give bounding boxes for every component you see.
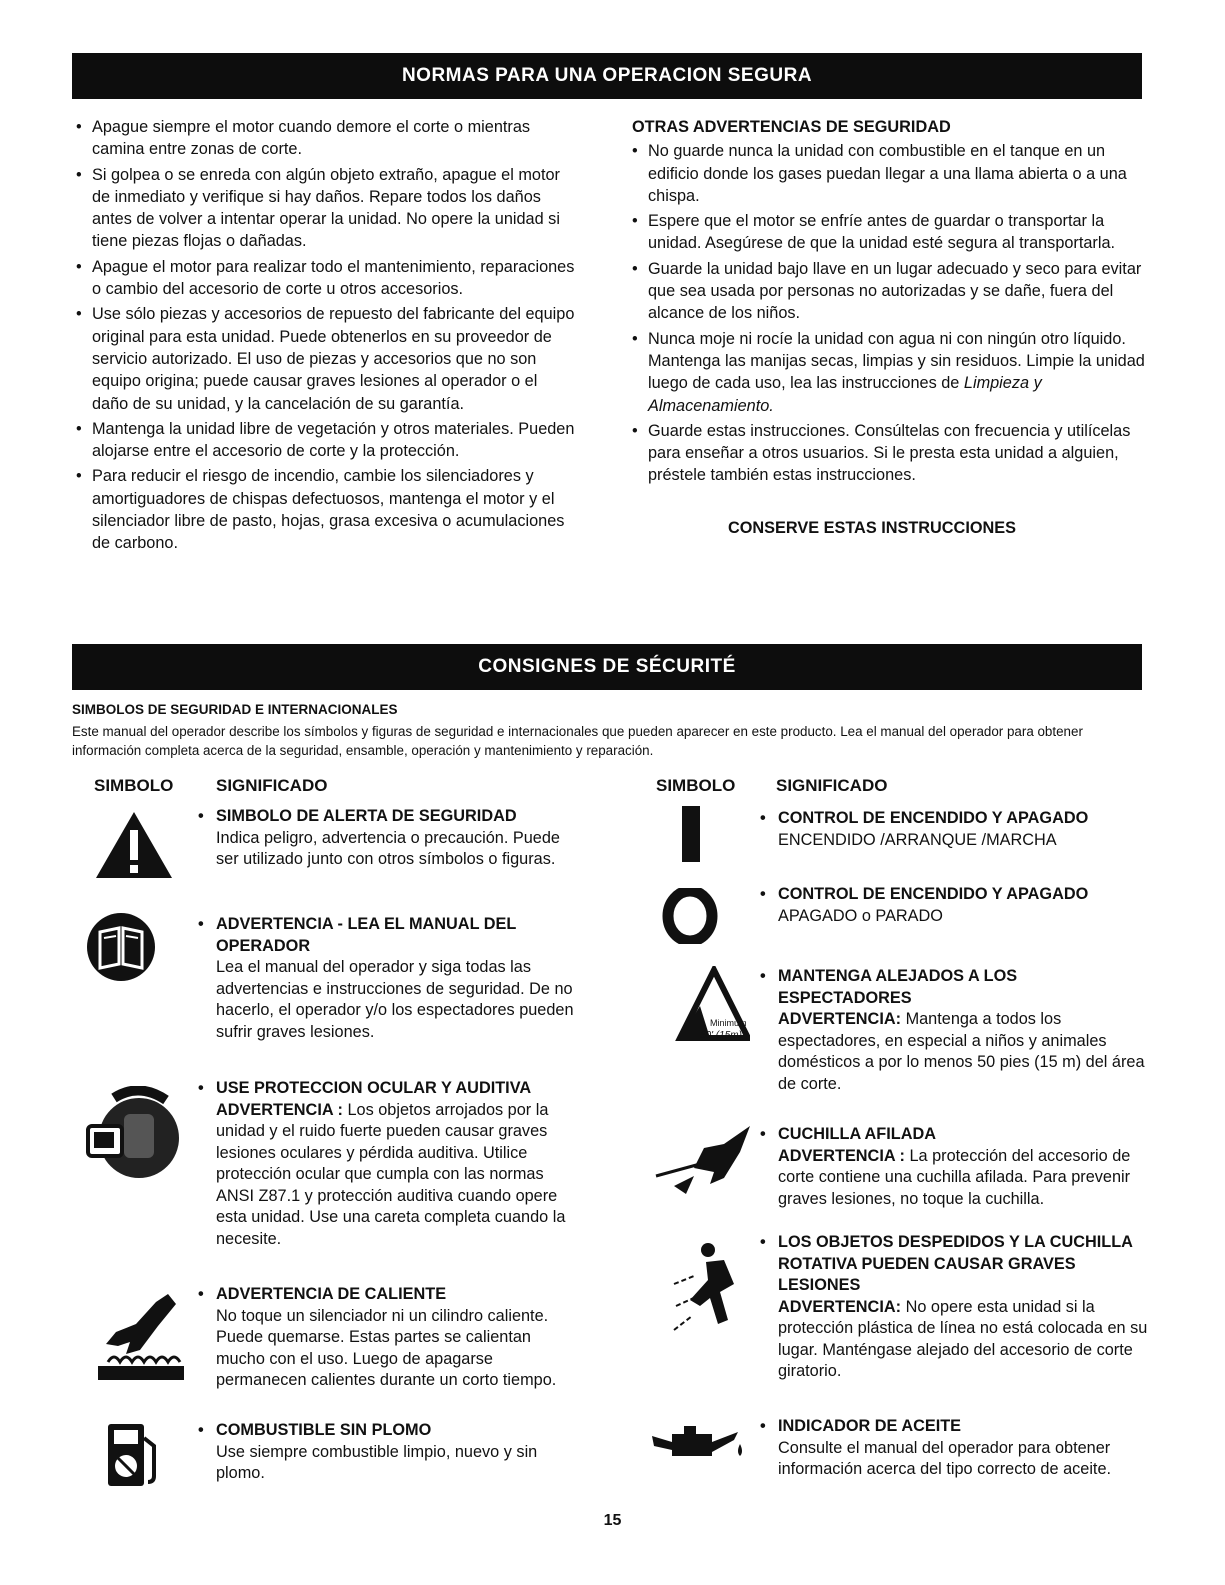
symbol-description (760, 1232, 1150, 1383)
symbol-title: • USE PROTECCION OCULAR Y AUDITIVA (198, 1078, 578, 1100)
list-item-text: Nunca moje ni rocíe la unidad con agua ni con ningún otro líquido. Mantenga las manijas secas, limpias y sin residuos. Limpie la unidad luego de cada uso, lea las instrucciones de (648, 329, 1145, 393)
eye-ear-protection-icon (84, 1086, 180, 1186)
symbol-body (760, 1146, 1150, 1211)
power-on-icon (680, 806, 704, 862)
safety-rules-list (76, 116, 576, 555)
column-header-significado-left: SIGNIFICADO (216, 776, 328, 795)
page-number: 15 (603, 1512, 622, 1529)
oil-indicator-icon (650, 1420, 746, 1464)
thrown-objects-icon (670, 1240, 750, 1350)
warning-label: ADVERTENCIA : (778, 1146, 905, 1165)
symbol-description (760, 1416, 1150, 1481)
warning-label: ADVERTENCIA: (778, 1297, 902, 1316)
symbol-title: • ADVERTENCIA DE CALIENTE (198, 1284, 578, 1306)
symbol-title: • LOS OBJETOS DESPEDIDOS Y LA CUCHILLA ROTATIVA PUEDEN CAUSAR GRAVES LESIONES (760, 1232, 1150, 1297)
symbol-body: Lea el manual del operador y siga todas las advertencias e instrucciones de seguridad. De no hacerlo, el operador y/o los espectadores pueden sufrir graves lesiones. (216, 958, 574, 1041)
other-warnings-heading: OTRAS ADVERTENCIAS DE SEGURIDAD (632, 118, 951, 136)
symbol-title: • COMBUSTIBLE SIN PLOMO (198, 1420, 578, 1442)
other-warnings-column (632, 116, 1152, 539)
section-banner-normas: NORMAS PARA UNA OPERACION SEGURA (72, 53, 1142, 99)
list-item: • Mantenga la unidad libre de vegetación y otros materiales. Pueden alojarse entre el accesorio de corte y la protección. (76, 418, 576, 463)
symbol-description (760, 884, 1150, 927)
power-off-icon (660, 888, 720, 944)
symbol-description (198, 1284, 578, 1392)
symbol-description (198, 806, 578, 871)
alert-triangle-icon (94, 810, 174, 880)
distance-value: 50' (15m) (700, 1030, 742, 1041)
list-item: • Guarde la unidad bajo llave en un lugar adecuado y seco para evitar que sea usada por personas no autorizadas y se dañe, fuera del alcance de los niños. (632, 258, 1152, 325)
symbol-body: No toque un silenciador ni un cilindro caliente. Puede quemarse. Estas partes se calientan mucho con el uso. Luego de apagarse permanecen calientes durante un corto tiempo. (216, 1306, 557, 1389)
symbol-title: • CONTROL DE ENCENDIDO Y APAGADO (760, 808, 1150, 830)
symbol-description (760, 966, 1150, 1095)
list-item: • No guarde nunca la unidad con combustible en el tanque en un edificio donde los gases puedan llegar a una llama abierta o a una chispa. (632, 140, 1152, 207)
symbol-body (198, 1100, 578, 1251)
warning-text: La protección del accesorio de corte contiene una cuchilla afilada. Para prevenir graves lesiones, no toque la cuchilla. (778, 1146, 1131, 1208)
section-banner-consignes: CONSIGNES DE SÉCURITÉ (72, 644, 1142, 690)
cleaning-storage-reference: Limpieza y Almacenamiento. (648, 374, 1042, 415)
column-header-simbolo-right: SIMBOLO (656, 776, 736, 795)
symbol-description (760, 808, 1150, 851)
warning-text: No opere esta unidad si la protección plástica de línea no está colocada en su lugar. Manténgase alejado del accesorio de corte giratorio. (778, 1297, 1148, 1380)
symbol-title: • SIMBOLO DE ALERTA DE SEGURIDAD (198, 806, 578, 828)
symbol-description (760, 1124, 1150, 1210)
warning-text: Los objetos arrojados por la unidad y el ruido fuerte pueden causar graves lesiones oculares y pérdida auditiva. Utilice protección ocular que cumpla con las normas ANSI Z87.1 y protección auditiva cuando opere esta unidad. Use una careta completa cuando la necesite. (216, 1100, 566, 1248)
symbol-body: Use siempre combustible limpio, nuevo y sin plomo. (216, 1442, 538, 1482)
warning-label: ADVERTENCIA: (778, 1010, 902, 1028)
symbol-body: Indica peligro, advertencia o precaución. Puede ser utilizado junto con otros símbolos o figuras. (216, 828, 560, 868)
intl-symbols-heading: SIMBOLOS DE SEGURIDAD E INTERNACIONALES (72, 702, 398, 717)
list-item: • Apague siempre el motor cuando demore el corte o mientras camina entre zonas de corte. (76, 116, 576, 161)
unleaded-fuel-icon (104, 1420, 164, 1490)
column-header-significado-right: SIGNIFICADO (776, 776, 888, 795)
column-header-simbolo-left: SIMBOLO (94, 776, 174, 795)
list-item: • Use sólo piezas y accesorios de repuesto del fabricante del equipo original para esta unidad. Puede obtenerlos en su proveedor de servicio autorizado. El uso de piezas y accesorios que no son equipo origina; puede causar graves lesiones al operador o el daño de su unidad, y la cancelación de su garantía. (76, 303, 576, 414)
symbol-body (760, 1297, 1150, 1383)
list-item: • Para reducir el riesgo de incendio, cambie los silenciadores y amortiguadores de chispas defectuosos, mantenga el motor y el silenciador libre de pasto, hojas, grasa excesiva o acumulaciones de carbono. (76, 465, 576, 554)
symbol-body: ENCENDIDO /ARRANQUE /MARCHA (778, 830, 1057, 849)
symbol-body: APAGADO o PARADO (778, 906, 943, 925)
hot-surface-icon (96, 1292, 186, 1384)
intl-symbols-intro: Este manual del operador describe los símbolos y figuras de seguridad e internacionales que pueden aparecer en este producto. Lea el manual del operador para obtener información completa acerca de la seguridad, ensamble, operación y mantenimiento y reparación. (72, 724, 1083, 758)
symbol-body (760, 1009, 1150, 1095)
warning-label: ADVERTENCIA : (216, 1100, 343, 1119)
symbol-title: • MANTENGA ALEJADOS A LOS ESPECTADORES (760, 966, 1150, 1009)
list-item: • Guarde estas instrucciones. Consúltelas con frecuencia y utilícelas para enseñar a otros usuarios. Si le presta esta unidad a alguien, préstele también estas instrucciones. (632, 420, 1152, 487)
list-item: • Espere que el motor se enfríe antes de guardar o transportar la unidad. Asegúrese de que la unidad esté segura al transportarla. (632, 210, 1152, 255)
distance-label: Minimum (710, 1018, 747, 1028)
list-item: • Si golpea o se enreda con algún objeto extraño, apague el motor de inmediato y verifique si hay daños. Repare todos los daños antes de volver a intentar operar la unidad. No opere la unidad si tiene piezas flojas o dañadas. (76, 164, 576, 253)
list-item (632, 328, 1152, 417)
warning-text: Mantenga a todos los espectadores, en especial a niños y animales domésticos a por lo menos 50 pies (15 m) del área de corte. (778, 1010, 1145, 1093)
read-manual-icon (86, 912, 156, 982)
symbol-description (198, 1078, 578, 1250)
symbol-description (198, 914, 578, 1043)
symbol-body: Consulte el manual del operador para obtener información acerca del tipo correcto de aceite. (778, 1438, 1112, 1478)
symbol-description (198, 1420, 578, 1485)
list-item: • Apague el motor para realizar todo el mantenimiento, reparaciones o cambio del accesorio de corte u otros accesorios. (76, 256, 576, 301)
keep-bystanders-away-icon (670, 966, 750, 1050)
safety-rules-left-column (76, 116, 576, 558)
symbol-title: • INDICADOR DE ACEITE (760, 1416, 1150, 1438)
keep-instructions-notice: CONSERVE ESTAS INSTRUCCIONES (728, 518, 1016, 537)
sharp-blade-icon (654, 1124, 754, 1204)
other-warnings-list (632, 140, 1152, 486)
symbol-title: • CUCHILLA AFILADA (760, 1124, 1150, 1146)
symbol-title: • ADVERTENCIA - LEA EL MANUAL DEL OPERADOR (198, 914, 578, 957)
symbol-title: • CONTROL DE ENCENDIDO Y APAGADO (760, 884, 1150, 906)
